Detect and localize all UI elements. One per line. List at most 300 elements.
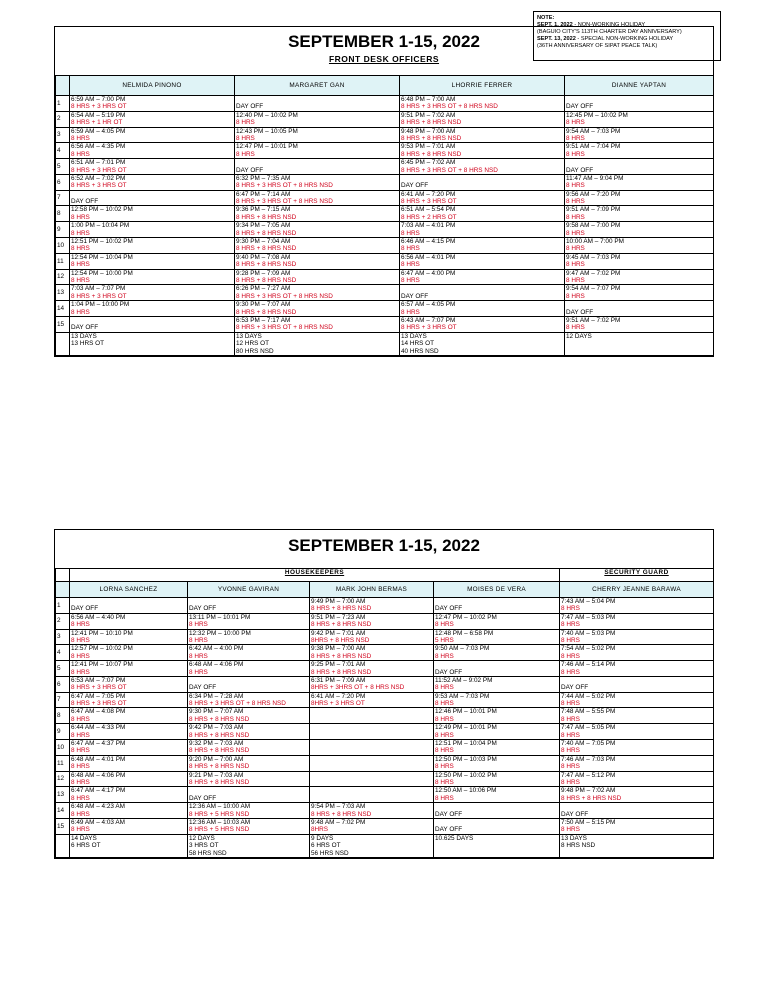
shift-time: 11:47 AM – 9:04 PM: [566, 174, 624, 182]
shift-cell: [400, 238, 565, 254]
shift-cell: [400, 206, 565, 222]
column-header: DIANNE YAPTAN: [565, 76, 714, 96]
total-cell: [560, 834, 714, 857]
hours-summary: 8 HRS + 3 HRS OT + 8 HRS NSD: [401, 166, 498, 174]
shift-cell: [565, 222, 714, 238]
housekeeping-table: [55, 568, 714, 858]
hours-summary: 8 HRS: [435, 778, 454, 786]
shift-time: 9:48 PM – 7:00 AM: [401, 127, 456, 135]
day-off-label: DAY OFF: [435, 810, 463, 818]
hours-summary: 8 HRS: [566, 292, 585, 300]
hours-summary: 8 HRS + 3 HRS OT: [71, 166, 127, 174]
shift-time: 9:21 PM – 7:03 AM: [189, 771, 244, 779]
total-line: 14 DAYS: [71, 834, 97, 842]
shift-time: [561, 677, 712, 684]
schedule-row: [56, 143, 714, 159]
shift-cell: [188, 771, 310, 787]
hours-summary: 8HRS + 3 HRS OT: [311, 700, 365, 708]
total-line: 13 DAYS: [401, 332, 427, 340]
shift-cell: [70, 238, 235, 254]
shift-cell: [70, 143, 235, 159]
hours-summary: 8 HRS: [435, 684, 454, 692]
total-line: 80 HRS NSD: [236, 347, 274, 355]
total-line: [566, 340, 712, 347]
shift-cell: [560, 708, 714, 724]
hours-summary: 8 HRS: [71, 636, 90, 644]
hours-summary: 8 HRS + 3 HRS OT + 8 HRS NSD: [401, 103, 498, 111]
totals-row: [56, 834, 714, 857]
hours-summary: 8 HRS: [561, 826, 580, 834]
shift-time: 7:47 AM – 5:12 PM: [561, 771, 616, 779]
shift-cell: [188, 598, 310, 614]
hours-summary: 8 HRS: [561, 763, 580, 771]
shift-time: [311, 740, 432, 747]
day-off-label: DAY OFF: [189, 684, 217, 692]
shift-cell: [70, 645, 188, 661]
hours-summary: 8 HRS + 5 HRS NSD: [189, 826, 250, 834]
shift-time: [311, 787, 432, 794]
hours-summary: 8 HRS: [71, 261, 90, 269]
shift-time: 6:48 PM – 7:00 AM: [401, 96, 456, 103]
day-off-label: DAY OFF: [566, 103, 594, 111]
shift-cell: [434, 771, 560, 787]
shift-time: [566, 96, 712, 103]
totals-day-cell: [56, 834, 70, 857]
shift-cell: [560, 692, 714, 708]
shift-cell: [235, 253, 400, 269]
day-off-label: DAY OFF: [236, 103, 264, 111]
hours-summary: 8 HRS: [561, 636, 580, 644]
shift-time: 9:42 PM – 7:03 AM: [189, 724, 244, 732]
shift-time: 6:41 AM – 7:20 PM: [401, 190, 456, 198]
shift-cell: [560, 724, 714, 740]
hours-summary: 8 HRS + 3 HRS OT: [71, 684, 127, 692]
shift-cell: [70, 787, 188, 803]
shift-time: 6:32 PM – 7:35 AM: [236, 174, 291, 182]
shift-cell: [434, 645, 560, 661]
hours-summary: 8 HRS: [236, 150, 255, 158]
hours-summary: 8 HRS: [561, 778, 580, 786]
sheet1-header: [55, 27, 713, 75]
shift-cell: [188, 645, 310, 661]
hours-summary: 8 HRS + 3 HRS OT + 8 HRS NSD: [189, 700, 286, 708]
hours-summary: 8 HRS: [561, 731, 580, 739]
shift-time: [401, 175, 563, 182]
total-line: 12 DAYS: [566, 332, 592, 340]
column-header: MARGARET GAN: [235, 76, 400, 96]
hours-summary: 8 HRS + 8 HRS NSD: [236, 245, 297, 253]
total-cell: [70, 332, 235, 355]
hours-summary: 8HRS + 3HRS OT + 8 HRS NSD: [311, 684, 405, 692]
shift-time: 9:25 PM – 7:01 AM: [311, 661, 366, 669]
hours-summary: 8 HRS: [561, 747, 580, 755]
shift-time: 9:54 AM – 7:03 PM: [566, 127, 621, 135]
shift-cell: [70, 692, 188, 708]
day-number: 9: [56, 724, 70, 740]
hours-summary: 8 HRS: [561, 621, 580, 629]
shift-time: 6:49 AM – 4:03 AM: [71, 818, 125, 826]
shift-time: 9:30 PM – 7:04 AM: [236, 238, 291, 246]
hours-summary: 8 HRS: [71, 778, 90, 786]
shift-time: 12:47 PM – 10:02 PM: [435, 613, 497, 621]
schedule-row: [56, 174, 714, 190]
hours-summary: 8 HRS + 8 HRS NSD: [311, 810, 372, 818]
day-number: 4: [56, 143, 70, 159]
total-line: [566, 348, 712, 355]
schedule-row: [56, 645, 714, 661]
hours-summary: 8 HRS: [189, 621, 208, 629]
shift-time: 12:49 PM – 10:01 PM: [435, 724, 497, 732]
shift-time: [435, 819, 558, 826]
shift-time: 12:50 PM – 10:02 PM: [435, 771, 497, 779]
shift-cell: [400, 269, 565, 285]
hours-summary: 8 HRS: [435, 652, 454, 660]
sheet1-title: SEPTEMBER 1-15, 2022: [288, 32, 480, 51]
shift-time: 6:53 PM – 7:17 AM: [236, 316, 291, 324]
total-line: 14 HRS OT: [401, 340, 435, 348]
total-line: [435, 850, 558, 857]
total-line: [71, 850, 186, 857]
schedule-row: [56, 692, 714, 708]
day-number: 1: [56, 598, 70, 614]
shift-cell: [70, 269, 235, 285]
shift-time: 6:52 AM – 7:02 PM: [71, 174, 126, 182]
shift-time: 12:54 PM – 10:00 PM: [71, 269, 133, 277]
schedule-row: [56, 269, 714, 285]
shift-time: 6:47 AM – 4:08 PM: [71, 708, 126, 716]
note-text: (36TH ANNIVERSARY OF SIPAT PEACE TALK): [537, 43, 658, 49]
day-number: 14: [56, 301, 70, 317]
shift-cell: [310, 818, 434, 834]
day-number: 5: [56, 661, 70, 677]
shift-time: 6:47 PM – 7:14 AM: [236, 190, 291, 198]
totals-row: [56, 332, 714, 355]
hours-summary: [311, 795, 432, 802]
shift-time: 9:32 PM – 7:03 AM: [189, 740, 244, 748]
shift-cell: [70, 755, 188, 771]
total-line: 12 DAYS: [189, 834, 215, 842]
shift-cell: [434, 740, 560, 756]
day-number: 6: [56, 174, 70, 190]
shift-time: 6:47 AM – 4:00 PM: [401, 269, 456, 277]
shift-cell: [400, 316, 565, 332]
shift-time: 6:26 PM – 7:27 AM: [236, 285, 291, 293]
shift-cell: [400, 285, 565, 301]
day-off-label: DAY OFF: [71, 198, 99, 206]
hours-summary: 8 HRS: [566, 213, 585, 221]
shift-time: 9:58 AM – 7:00 PM: [566, 222, 621, 230]
shift-time: 12:57 PM – 10:02 PM: [71, 645, 133, 653]
total-line: 56 HRS NSD: [311, 849, 349, 857]
hours-summary: 8 HRS + 1 HR OT: [71, 119, 123, 127]
shift-cell: [235, 143, 400, 159]
shift-cell: [70, 301, 235, 317]
shift-cell: [70, 253, 235, 269]
hours-summary: 8 HRS: [401, 229, 420, 237]
shift-time: [71, 191, 233, 198]
shift-cell: [400, 143, 565, 159]
shift-time: 9:49 PM – 7:00 AM: [311, 598, 366, 605]
schedule-row: [56, 206, 714, 222]
shift-cell: [188, 613, 310, 629]
shift-time: 6:57 AM – 4:05 PM: [401, 301, 456, 309]
shift-cell: [434, 724, 560, 740]
hours-summary: 8 HRS + 3 HRS OT: [401, 198, 457, 206]
shift-time: [401, 285, 563, 292]
total-line: 58 HRS NSD: [189, 849, 227, 857]
shift-cell: [235, 285, 400, 301]
day-number: 11: [56, 253, 70, 269]
day-number: 2: [56, 111, 70, 127]
day-number: 7: [56, 692, 70, 708]
shift-cell: [400, 127, 565, 143]
shift-cell: [400, 96, 565, 112]
hours-summary: 8 HRS: [401, 245, 420, 253]
shift-time: 9:30 PM – 7:07 AM: [189, 708, 244, 716]
shift-time: 7:54 AM – 5:02 PM: [561, 645, 616, 653]
shift-cell: [70, 740, 188, 756]
note-text: - NON-WORKING HOLIDAY: [572, 22, 646, 28]
hours-summary: 8 HRS + 3 HRS OT + 8 HRS NSD: [236, 324, 333, 332]
shift-cell: [560, 803, 714, 819]
shift-cell: [560, 787, 714, 803]
hours-summary: 8 HRS: [71, 213, 90, 221]
shift-cell: [400, 190, 565, 206]
totals-day-cell: [56, 332, 70, 355]
shift-time: 9:50 AM – 7:03 PM: [435, 645, 490, 653]
hours-summary: 8 HRS + 3 HRS OT: [401, 324, 457, 332]
schedule-row: [56, 724, 714, 740]
total-line: [561, 850, 712, 857]
shift-time: [189, 677, 308, 684]
hours-summary: 8 HRS + 8 HRS NSD: [236, 229, 297, 237]
hours-summary: 8 HRS + 8 HRS NSD: [189, 715, 250, 723]
shift-cell: [70, 598, 188, 614]
hours-summary: 8 HRS + 8 HRS NSD: [236, 308, 297, 316]
shift-cell: [70, 111, 235, 127]
shift-cell: [565, 174, 714, 190]
hours-summary: 8 HRS + 8 HRS NSD: [311, 668, 372, 676]
schedule-row: [56, 740, 714, 756]
shift-time: 12:43 PM – 10:05 PM: [236, 127, 298, 135]
shift-cell: [70, 676, 188, 692]
hours-summary: 8 HRS: [435, 700, 454, 708]
total-line: [435, 842, 558, 849]
shift-cell: [565, 190, 714, 206]
hours-summary: 8 HRS: [236, 119, 255, 127]
shift-time: 9:56 AM – 7:20 PM: [566, 190, 621, 198]
day-column-header: [56, 582, 70, 598]
shift-time: 12:50 PM – 10:03 PM: [435, 755, 497, 763]
shift-cell: [560, 771, 714, 787]
total-cell: [434, 834, 560, 857]
schedule-row: [56, 316, 714, 332]
shift-cell: [400, 174, 565, 190]
schedule-row: [56, 787, 714, 803]
shift-time: [189, 598, 308, 605]
hours-summary: 8 HRS: [71, 134, 90, 142]
day-number: 2: [56, 613, 70, 629]
shift-cell: [235, 96, 400, 112]
shift-time: [566, 301, 712, 308]
hours-summary: 8 HRS: [71, 715, 90, 723]
shift-cell: [560, 755, 714, 771]
shift-cell: [70, 222, 235, 238]
shift-time: 6:48 AM – 4:01 PM: [71, 755, 126, 763]
schedule-row: [56, 708, 714, 724]
front-desk-table: [55, 75, 714, 356]
shift-cell: [188, 629, 310, 645]
shift-time: 7:03 AM – 4:01 PM: [401, 222, 456, 230]
hours-summary: 8 HRS: [189, 668, 208, 676]
shift-cell: [565, 285, 714, 301]
shift-cell: [400, 301, 565, 317]
day-off-label: DAY OFF: [566, 308, 594, 316]
total-line: 6 HRS OT: [71, 842, 101, 850]
shift-cell: [434, 818, 560, 834]
shift-cell: [235, 238, 400, 254]
schedule-row: [56, 127, 714, 143]
hours-summary: 5 HRS: [435, 636, 454, 644]
shift-time: 9:47 AM – 7:02 PM: [566, 269, 621, 277]
shift-time: 6:43 AM – 7:07 PM: [401, 316, 456, 324]
shift-time: 7:03 AM – 7:07 PM: [71, 285, 126, 293]
shift-time: 12:47 PM – 10:01 PM: [236, 143, 298, 151]
schedule-row: [56, 676, 714, 692]
day-off-label: DAY OFF: [435, 605, 463, 613]
hours-summary: 8 HRS: [435, 763, 454, 771]
shift-cell: [188, 787, 310, 803]
shift-time: 9:34 PM – 7:05 AM: [236, 222, 291, 230]
shift-time: 6:51 AM – 7:01 PM: [71, 159, 126, 167]
hours-summary: 8 HRS: [561, 605, 580, 613]
shift-time: 7:47 AM – 5:03 PM: [561, 613, 616, 621]
shift-time: 12:45 PM – 10:02 PM: [566, 111, 628, 119]
shift-time: 10:00 AM – 7:00 PM: [566, 238, 624, 246]
shift-cell: [70, 818, 188, 834]
housekeepers-heading: HOUSEKEEPERS: [70, 569, 560, 582]
day-column-header: [56, 76, 70, 96]
schedule-row: [56, 598, 714, 614]
hours-summary: 8 HRS: [435, 747, 454, 755]
day-number: 13: [56, 787, 70, 803]
total-line: 13 DAYS: [236, 332, 262, 340]
shift-time: [311, 772, 432, 779]
shift-cell: [560, 629, 714, 645]
hours-summary: 8 HRS: [71, 763, 90, 771]
hours-summary: 8 HRS + 3 HRS OT: [71, 292, 127, 300]
shift-time: 12:40 PM – 10:02 PM: [236, 111, 298, 119]
shift-cell: [310, 629, 434, 645]
shift-time: 6:53 AM – 7:07 PM: [71, 676, 126, 684]
shift-cell: [70, 190, 235, 206]
shift-time: 6:34 PM – 7:28 AM: [189, 692, 244, 700]
shift-time: 6:46 AM – 4:15 PM: [401, 238, 456, 246]
shift-time: 9:51 PM – 7:02 AM: [401, 111, 456, 119]
hours-summary: 8 HRS + 8 HRS NSD: [189, 747, 250, 755]
shift-time: 1:04 PM – 10:00 PM: [71, 301, 130, 309]
shift-time: 12:36 AM – 10:00 AM: [189, 803, 251, 811]
shift-time: 6:59 AM – 7:00 PM: [71, 96, 126, 103]
day-number: 15: [56, 316, 70, 332]
shift-time: 9:48 AM – 7:02 PM: [311, 818, 366, 826]
shift-cell: [400, 222, 565, 238]
shift-cell: [70, 206, 235, 222]
shift-cell: [560, 676, 714, 692]
day-off-label: DAY OFF: [71, 324, 99, 332]
sheet2-header: [55, 530, 713, 568]
shift-cell: [70, 629, 188, 645]
total-line: 40 HRS NSD: [401, 347, 439, 355]
hours-summary: 8 HRS: [566, 245, 585, 253]
housekeeping-security-schedule: [54, 529, 714, 859]
shift-cell: [70, 771, 188, 787]
day-band-cell: [56, 569, 70, 582]
shift-cell: [565, 143, 714, 159]
column-header: CHERRY JEANNE BARAWA: [560, 582, 714, 598]
shift-time: 9:48 PM – 7:02 AM: [561, 787, 616, 795]
shift-time: 12:51 PM – 10:04 PM: [435, 740, 497, 748]
hours-summary: 8 HRS: [566, 119, 585, 127]
shift-cell: [235, 174, 400, 190]
shift-time: 9:51 AM – 7:02 PM: [566, 316, 621, 324]
shift-time: 9:42 PM – 7:01 AM: [311, 629, 366, 637]
hours-summary: 8 HRS: [71, 794, 90, 802]
shift-time: 7:48 AM – 5:55 PM: [561, 708, 616, 716]
total-line: 13 DAYS: [561, 834, 587, 842]
hours-summary: 8 HRS: [71, 150, 90, 158]
hours-summary: 8 HRS: [566, 261, 585, 269]
total-cell: [565, 332, 714, 355]
day-number: 4: [56, 645, 70, 661]
hours-summary: 8 HRS + 8 HRS NSD: [561, 794, 622, 802]
hours-summary: 8 HRS: [71, 276, 90, 284]
day-off-label: DAY OFF: [561, 810, 589, 818]
shift-cell: [560, 645, 714, 661]
hours-summary: 8 HRS: [435, 715, 454, 723]
column-header: MARK JOHN BERMAS: [310, 582, 434, 598]
hours-summary: 8 HRS: [71, 308, 90, 316]
hours-summary: 8 HRS: [236, 134, 255, 142]
hours-summary: 8 HRS: [401, 276, 420, 284]
shift-cell: [70, 316, 235, 332]
hours-summary: 8 HRS + 8 HRS NSD: [311, 621, 372, 629]
day-off-label: DAY OFF: [401, 292, 429, 300]
hours-summary: 8 HRS + 3 HRS OT + 8 HRS NSD: [236, 292, 333, 300]
shift-time: 9:20 PM – 7:00 AM: [189, 755, 244, 763]
day-off-label: DAY OFF: [189, 794, 217, 802]
hours-summary: 8 HRS: [401, 261, 420, 269]
hours-summary: 8 HRS + 3 HRS OT + 8 HRS NSD: [236, 182, 333, 190]
hours-summary: 8 HRS: [435, 621, 454, 629]
shift-time: 12:48 PM – 6:58 PM: [435, 629, 494, 637]
hours-summary: 8 HRS: [566, 324, 585, 332]
shift-cell: [310, 692, 434, 708]
day-number: 6: [56, 676, 70, 692]
hours-summary: 8HRS: [311, 826, 329, 834]
hours-summary: 8 HRS + 8 HRS NSD: [236, 276, 297, 284]
shift-cell: [188, 692, 310, 708]
hours-summary: 8HRS + 8 HRS NSD: [311, 636, 370, 644]
schedule-row: [56, 285, 714, 301]
shift-time: [435, 803, 558, 810]
shift-cell: [70, 724, 188, 740]
day-number: 7: [56, 190, 70, 206]
day-number: 9: [56, 222, 70, 238]
total-line: 13 DAYS: [71, 332, 97, 340]
day-off-label: DAY OFF: [435, 668, 463, 676]
hours-summary: [311, 732, 432, 739]
